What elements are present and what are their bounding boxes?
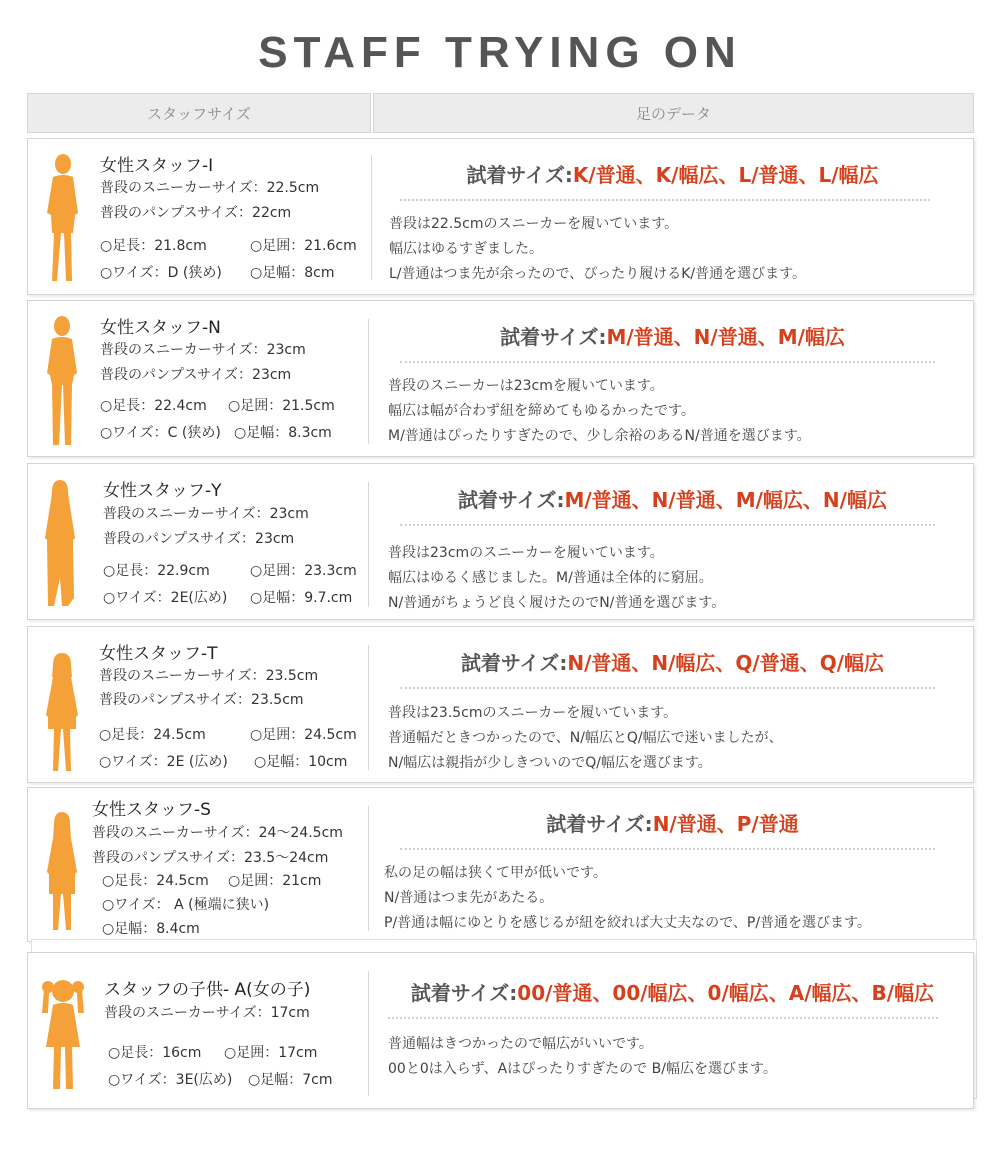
foot-girth: ○足囲：21cm	[228, 873, 322, 889]
pumps-size: 普段のパンプスサイズ：23.5〜24cm	[92, 850, 329, 866]
foot-wise: ○ワイズ：D (狭め)	[100, 265, 222, 281]
column-divider	[368, 971, 369, 1096]
sneaker-size: 普段のスニーカーサイズ：24〜24.5cm	[92, 825, 343, 841]
comment-line: M/普通はぴったりすぎたので、少し余裕のあるN/普通を選びます。	[388, 428, 811, 444]
trial-size-values: N/普通、N/幅広、Q/普通、Q/幅広	[567, 651, 885, 675]
comment-line: L/普通はつま先が余ったので、ぴったり履けるK/普通を選びます。	[389, 266, 807, 282]
staff-card-y	[27, 463, 974, 620]
comment-line: P/普通は幅にゆとりを感じるが紐を絞れば大丈夫なので、P/普通を選びます。	[384, 915, 871, 931]
foot-length: ○足長：21.8cm	[100, 238, 207, 254]
dotted-separator	[400, 524, 935, 526]
foot-girth: ○足囲：21.6cm	[250, 238, 357, 254]
dotted-separator	[400, 687, 935, 689]
trial-size-values: M/普通、N/普通、M/幅広	[606, 325, 845, 349]
comment-line: 00と0は入らず、Aはぴったりすぎたので B/幅広を選びます。	[388, 1061, 777, 1077]
table-header	[27, 93, 974, 133]
sneaker-size: 普段のスニーカーサイズ：17cm	[104, 1005, 310, 1021]
pumps-size: 普段のパンプスサイズ：23.5cm	[99, 692, 304, 708]
dotted-separator	[400, 361, 935, 363]
comment-line: 幅広はゆるく感じました。M/普通は全体的に窮屈。	[388, 570, 713, 586]
trial-size-values: 00/普通、00/幅広、0/幅広、A/幅広、B/幅広	[517, 981, 935, 1005]
comment-line: 幅広はゆるすぎました。	[389, 241, 543, 257]
dotted-separator	[388, 1017, 938, 1019]
foot-width: ○足幅：7cm	[248, 1072, 333, 1088]
staff-name: 女性スタッフ-S	[92, 800, 211, 820]
foot-length: ○足長：24.5cm	[102, 873, 209, 889]
staff-card-child-a	[27, 952, 974, 1109]
foot-length: ○足長：22.4cm	[100, 398, 207, 414]
woman-silhouette-icon	[42, 315, 82, 447]
foot-length: ○足長：22.9cm	[103, 563, 210, 579]
dotted-separator	[400, 199, 930, 201]
foot-width: ○足幅：8.4cm	[102, 921, 200, 937]
foot-girth: ○足囲：21.5cm	[228, 398, 335, 414]
comment-line: 私の足の幅は狭くて甲が低いです。	[384, 865, 607, 881]
trial-sizes	[372, 647, 973, 676]
header-foot-data: 足のデータ	[373, 93, 974, 133]
sneaker-size: 普段のスニーカーサイズ：23.5cm	[99, 668, 319, 684]
staff-name: スタッフの子供- A(女の子)	[104, 980, 311, 1000]
page-title: STAFF TRYING ON	[258, 28, 742, 77]
foot-girth: ○足囲：24.5cm	[250, 727, 357, 743]
dotted-separator	[400, 848, 935, 850]
comment-line: N/幅広は親指が少しきついのでQ/幅広を選びます。	[388, 755, 712, 771]
comment-line: 普段は23cmのスニーカーを履いています。	[388, 545, 664, 561]
trial-size-values: N/普通、P/普通	[652, 812, 799, 836]
foot-girth: ○足囲：17cm	[224, 1045, 318, 1061]
comment-line: 普通幅はきつかったので幅広がいいです。	[388, 1036, 653, 1052]
foot-length: ○足長：16cm	[108, 1045, 202, 1061]
column-divider	[368, 319, 369, 444]
trial-size-label: 試着サイズ:	[410, 981, 518, 1005]
foot-wise: ○ワイズ：2E (広め)	[99, 754, 228, 770]
trial-size-values: M/普通、N/普通、M/幅広、N/幅広	[564, 488, 887, 512]
foot-wise: ○ワイズ：3E(広め)	[108, 1072, 233, 1088]
foot-width: ○足幅：9.7.cm	[250, 590, 353, 606]
comment-line: N/普通はつま先があたる。	[384, 890, 554, 906]
pumps-size: 普段のパンプスサイズ：23cm	[103, 531, 295, 547]
sneaker-size: 普段のスニーカーサイズ：23cm	[100, 342, 306, 358]
staff-name: 女性スタッフ-I	[100, 156, 214, 176]
staff-card-n	[27, 300, 974, 457]
foot-length: ○足長：24.5cm	[99, 727, 206, 743]
trial-size-label: 試着サイズ:	[458, 488, 565, 512]
pumps-size: 普段のパンプスサイズ：23cm	[100, 367, 292, 383]
column-divider	[368, 806, 369, 931]
trial-sizes	[372, 484, 973, 513]
trial-sizes	[372, 159, 973, 188]
staff-name: 女性スタッフ-T	[99, 644, 218, 664]
foot-girth: ○足囲：23.3cm	[250, 563, 357, 579]
foot-wise: ○ワイズ：C (狭め)	[100, 425, 221, 441]
comment-line: N/普通がちょうど良く履けたのでN/普通を選びます。	[388, 595, 726, 611]
column-divider	[368, 645, 369, 770]
woman-silhouette-icon	[42, 153, 82, 285]
foot-width: ○足幅：8cm	[250, 265, 335, 281]
trial-sizes	[372, 808, 973, 837]
comment-line: 普通幅だときつかったので、N/幅広とQ/幅広で迷いましたが、	[388, 730, 783, 746]
column-divider	[368, 482, 369, 607]
comment-line: 幅広は幅が合わず紐を締めてもゆるかったです。	[388, 403, 695, 419]
foot-width: ○足幅：8.3cm	[234, 425, 332, 441]
staff-name: 女性スタッフ-Y	[103, 481, 222, 501]
staff-name: 女性スタッフ-N	[100, 318, 221, 338]
foot-width: ○足幅：10cm	[254, 754, 348, 770]
trial-size-label: 試着サイズ:	[546, 812, 653, 836]
trial-size-label: 試着サイズ:	[460, 651, 568, 675]
header-staff-size: スタッフサイズ	[27, 93, 371, 133]
woman-silhouette-icon	[40, 478, 80, 610]
staff-card-s	[27, 787, 974, 942]
pumps-size: 普段のパンプスサイズ：22cm	[100, 205, 292, 221]
sneaker-size: 普段のスニーカーサイズ：23cm	[103, 506, 309, 522]
trial-size-label: 試着サイズ:	[466, 163, 573, 187]
comment-line: 普段のスニーカーは23cmを履いています。	[388, 378, 664, 394]
foot-wise: ○ワイズ：2E(広め)	[103, 590, 228, 606]
staff-card-i	[27, 138, 974, 295]
trial-size-values: K/普通、K/幅広、L/普通、L/幅広	[572, 163, 879, 187]
trial-size-label: 試着サイズ:	[500, 325, 607, 349]
trial-sizes	[372, 321, 973, 350]
comment-line: 普段は22.5cmのスニーカーを履いています。	[389, 216, 679, 232]
sneaker-size: 普段のスニーカーサイズ：22.5cm	[100, 180, 320, 196]
comment-line: 普段は23.5cmのスニーカーを履いています。	[388, 705, 678, 721]
trial-sizes	[372, 977, 973, 1006]
foot-wise: ○ワイズ： A (極端に狭い)	[102, 897, 270, 913]
girl-silhouette-icon	[40, 973, 86, 1095]
staff-card-t	[27, 626, 974, 783]
woman-silhouette-icon	[42, 810, 82, 934]
woman-silhouette-icon	[42, 651, 82, 775]
